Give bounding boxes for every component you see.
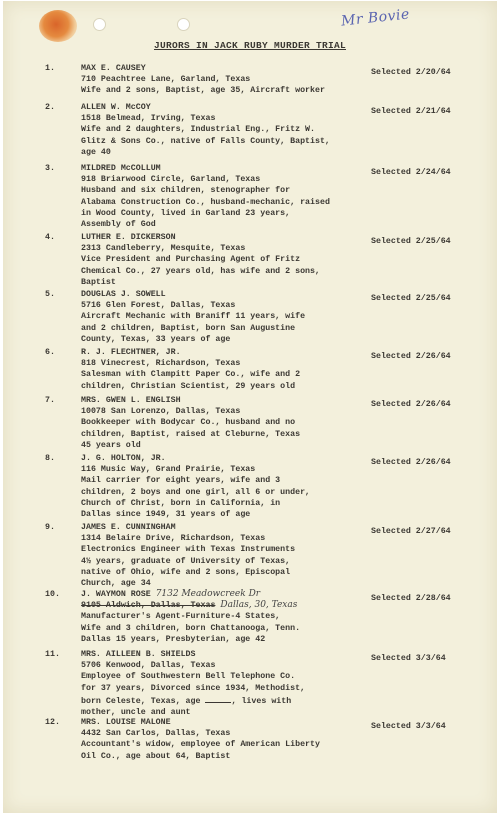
selected-date: Selected 2/27/64 <box>371 527 451 536</box>
juror-detail: Chemical Co., 27 years old, has wife and 2 sons, <box>81 266 320 276</box>
selected-date: Selected 2/26/64 <box>371 400 451 409</box>
juror-detail: Electronics Engineer with Texas Instruments <box>81 545 296 555</box>
juror-detail: Dallas 15 years, Presbyterian, age 42 <box>81 634 266 644</box>
document-title: JURORS IN JACK RUBY MURDER TRIAL <box>153 40 347 51</box>
juror-detail: 116 Music Way, Grand Prairie, Texas <box>81 465 256 475</box>
juror-detail: Employee of Southwestern Bell Telephone Co. <box>81 672 296 682</box>
juror-number: 3. <box>45 164 55 173</box>
selected-date: Selected 2/25/64 <box>371 237 451 246</box>
juror-number: 10. <box>45 590 60 599</box>
selected-date: Selected 3/3/64 <box>371 722 446 731</box>
juror-detail: Manufacturer's Agent-Furniture-4 States, <box>81 612 281 622</box>
blank-field <box>205 694 231 703</box>
juror-number: 5. <box>45 290 55 299</box>
juror-detail: Wife and 3 children, born Chattanooga, Tenn. <box>81 623 301 633</box>
juror-detail: 710 Peachtree Lane, Garland, Texas <box>81 75 251 85</box>
punch-hole <box>93 18 106 31</box>
selected-date: Selected 2/28/64 <box>371 594 451 603</box>
juror-detail: and 2 children, Baptist, born San Augustine <box>81 323 296 333</box>
juror-detail: Accountant's widow, employee of American Liberty <box>81 740 320 750</box>
handwritten-correction: 7132 Meadowcreek Dr <box>155 589 261 599</box>
juror-detail: Mail carrier for eight years, wife and 3 <box>81 476 281 486</box>
juror-detail: 45 years old <box>81 440 141 450</box>
juror-detail: Alabama Construction Co., husband-mechanic, raised <box>81 197 330 207</box>
juror-number: 6. <box>45 348 55 357</box>
juror-number: 9. <box>45 523 55 532</box>
selected-date: Selected 2/26/64 <box>371 352 451 361</box>
juror-name: J. WAYMON ROSE <box>81 590 151 599</box>
juror-detail: Church of Christ, born in California, in <box>81 498 281 508</box>
juror-detail: native of Ohio, wife and 2 sons, Episcopal <box>81 567 291 577</box>
selected-date: Selected 2/21/64 <box>371 107 451 116</box>
juror-detail: Assembly of God <box>81 220 156 230</box>
juror-detail: Wife and 2 daughters, Industrial Eng., Fritz W. <box>81 125 316 135</box>
juror-number: 11. <box>45 650 60 659</box>
juror-name: MRS. AILLEEN B. SHIELDS <box>81 650 196 659</box>
juror-detail: in Wood County, lived in Garland 23 years, <box>81 208 291 218</box>
juror-name: J. G. HOLTON, JR. <box>81 454 166 463</box>
juror-detail: mother, uncle and aunt <box>81 708 191 718</box>
selected-date: Selected 3/3/64 <box>371 654 446 663</box>
juror-detail: 10078 San Lorenzo, Dallas, Texas <box>81 407 241 417</box>
juror-number: 8. <box>45 454 55 463</box>
juror-detail: Husband and six children, stenographer for <box>81 186 291 196</box>
juror-detail: Salesman with Clampitt Paper Co., wife and 2 <box>81 370 301 380</box>
juror-name: DOUGLAS J. SOWELL <box>81 290 166 299</box>
juror-detail: 818 Vinecrest, Richardson, Texas <box>81 359 241 369</box>
juror-detail: Aircraft Mechanic with Braniff 11 years, wife <box>81 312 306 322</box>
juror-name: ALLEN W. McCOY <box>81 103 151 112</box>
rust-stain <box>39 10 77 42</box>
selected-date: Selected 2/24/64 <box>371 168 451 177</box>
juror-name: MILDRED McCOLLUM <box>81 164 161 173</box>
juror-detail: Dallas since 1949, 31 years of age <box>81 510 251 520</box>
juror-name: MAX E. CAUSEY <box>81 64 146 73</box>
juror-number: 2. <box>45 103 55 112</box>
selected-date: Selected 2/20/64 <box>371 68 451 77</box>
juror-detail: Vice President and Purchasing Agent of Fritz <box>81 255 301 265</box>
juror-detail: 2313 Candleberry, Mesquite, Texas <box>81 244 246 254</box>
juror-name: MRS. GWEN L. ENGLISH <box>81 396 181 405</box>
juror-detail: Church, age 34 <box>81 579 151 589</box>
juror-number: 7. <box>45 396 55 405</box>
juror-detail: 5706 Kenwood, Dallas, Texas <box>81 661 216 671</box>
juror-detail: 5716 Glen Forest, Dallas, Texas <box>81 301 236 311</box>
juror-detail: , lives with <box>231 696 292 706</box>
juror-detail: 1518 Belmead, Irving, Texas <box>81 114 216 124</box>
juror-name: LUTHER E. DICKERSON <box>81 233 176 242</box>
juror-number: 1. <box>45 64 55 73</box>
punch-hole <box>177 18 190 31</box>
juror-detail: age 40 <box>81 147 111 157</box>
juror-detail: 4432 San Carlos, Dallas, Texas <box>81 729 231 739</box>
juror-detail: born Celeste, Texas, age <box>81 696 201 706</box>
juror-detail: Glitz & Sons Co., native of Falls County, Baptist, <box>81 136 330 146</box>
juror-detail: County, Texas, 33 years of age <box>81 334 231 344</box>
juror-detail: children, Baptist, raised at Cleburne, Texas <box>81 429 301 439</box>
juror-name: MRS. LOUISE MALONE <box>81 718 171 727</box>
juror-detail: Bookkeeper with Bodycar Co., husband and no <box>81 418 296 428</box>
juror-detail: for 37 years, Divorced since 1934, Methodist, <box>81 683 306 693</box>
juror-detail: Wife and 2 sons, Baptist, age 35, Aircraft worker <box>81 86 325 96</box>
juror-number: 4. <box>45 233 55 242</box>
selected-date: Selected 2/26/64 <box>371 458 451 467</box>
struck-address: 9105 Aldwich, Dallas, Texas <box>81 601 216 611</box>
juror-detail: 918 Briarwood Circle, Garland, Texas <box>81 175 261 185</box>
juror-detail: 1314 Belaire Drive, Richardson, Texas <box>81 534 266 544</box>
juror-detail: 4½ years, graduate of University of Texas, <box>81 556 291 566</box>
handwritten-note: Mr Bovie <box>340 6 411 30</box>
juror-detail: children, Christian Scientist, 29 years old <box>81 381 296 391</box>
juror-detail: children, 2 boys and one girl, all 6 or under, <box>81 487 311 497</box>
juror-detail: Oil Co., age about 64, Baptist <box>81 751 231 761</box>
juror-detail: Baptist <box>81 277 116 287</box>
document-page <box>3 1 497 813</box>
selected-date: Selected 2/25/64 <box>371 294 451 303</box>
handwritten-correction: Dallas, 30, Texas <box>220 600 298 611</box>
juror-name: R. J. FLECHTNER, JR. <box>81 348 181 357</box>
juror-number: 12. <box>45 718 60 727</box>
juror-name: JAMES E. CUNNINGHAM <box>81 523 176 532</box>
